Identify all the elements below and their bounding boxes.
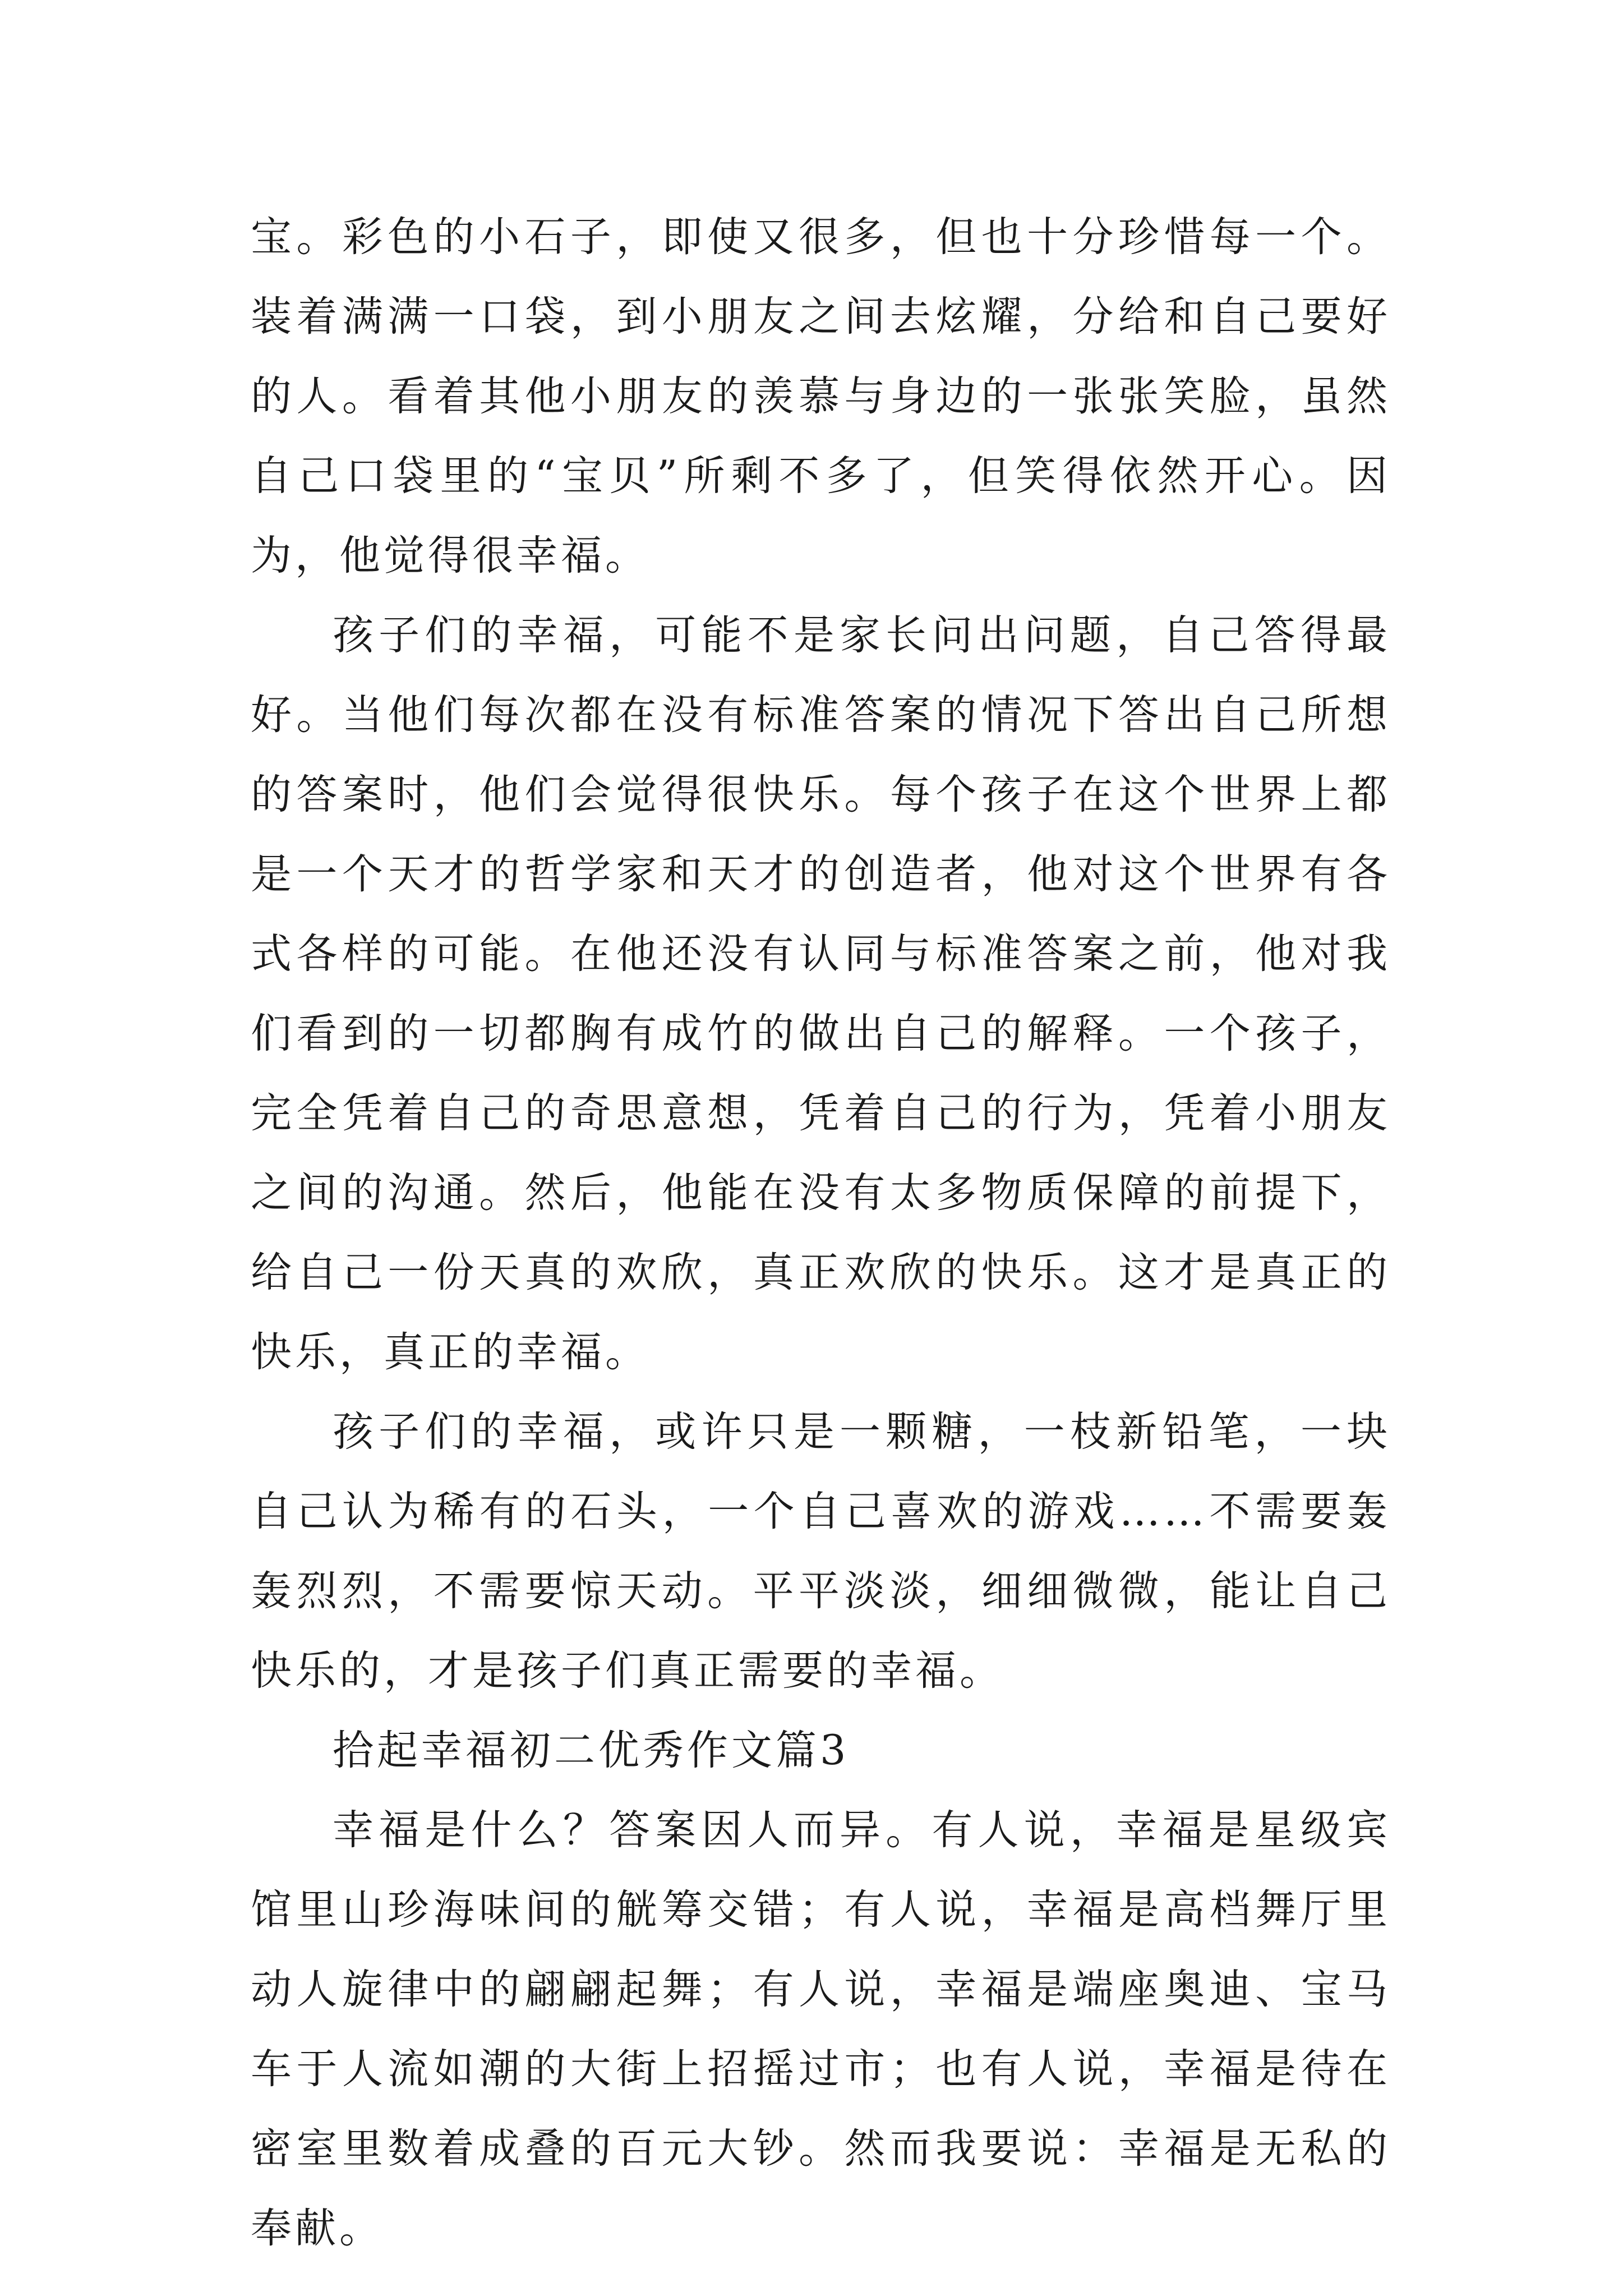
paragraph-continuation: 宝。彩色的小石子，即使又很多，但也十分珍惜每一个。装着满满一口袋，到小朋友之间去炫耀，分给和自己要好的人。看着其他小朋友的羡慕与身边的一张张笑脸，虽然自己口袋里的“宝贝”所剩不多了，但笑得依然开心。因为，他觉得很幸福。 — [251, 213, 1391, 579]
document-body — [251, 197, 1391, 2269]
paragraph-children-happiness-simple: 孩子们的幸福，或许只是一颗糖，一枝新铅笔，一块自己认为稀有的石头，一个自己喜欢的游戏……不需要轰轰烈烈，不需要惊天动。平平淡淡，细细微微，能让自己快乐的，才是孩子们真正需要的幸福。 — [251, 1408, 1391, 1695]
paragraph-children-happiness-answers: 孩子们的幸福，可能不是家长问出问题，自己答得最好。当他们每次都在没有标准答案的情况下答出自己所想的答案时，他们会觉得很快乐。每个孩子在这个世界上都是一个天才的哲学家和天才的创造者，他对这个世界有各式各样的可能。在他还没有认同与标准答案之前，他对我们看到的一切都胸有成竹的做出自己的解释。一个孩子，完全凭着自己的奇思意想，凭着自己的行为，凭着小朋友之间的沟通。然后，他能在没有太多物质保障的前提下，给自己一份天真的欢欣，真正欢欣的快乐。这才是真正的快乐，真正的幸福。 — [251, 611, 1391, 1376]
paragraph-what-is-happiness: 幸福是什么？答案因人而异。有人说，幸福是星级宾馆里山珍海味间的觥筹交错；有人说，幸福是高档舞厅里动人旋律中的翩翩起舞；有人说，幸福是端座奥迪、宝马车于人流如潮的大街上招摇过市；也有人说，幸福是待在密室里数着成叠的百元大钞。然而我要说：幸福是无私的奉献。 — [251, 1806, 1391, 2252]
section-heading: 拾起幸福初二优秀作文篇3 — [333, 1727, 850, 1774]
